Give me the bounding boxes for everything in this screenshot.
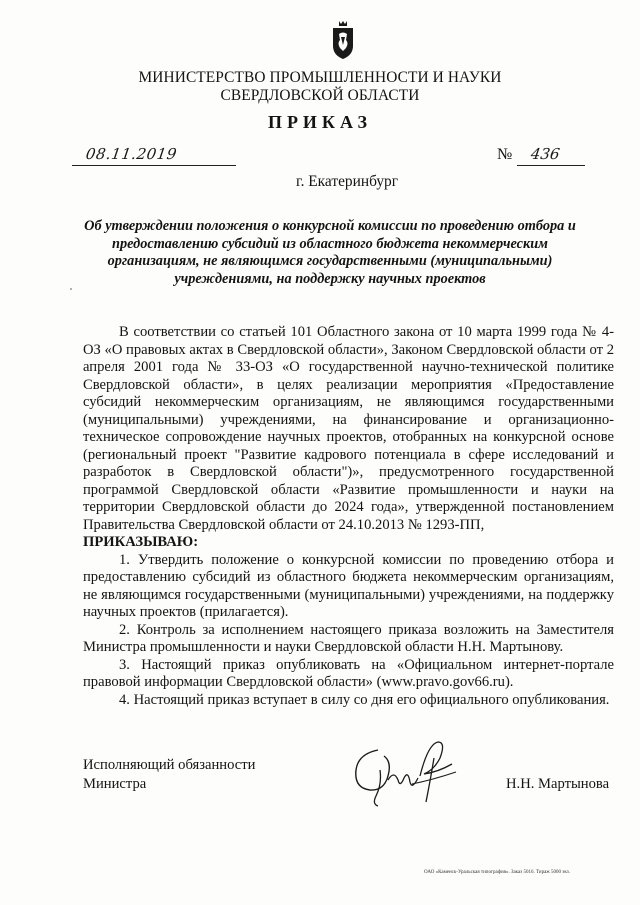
document-body xyxy=(83,324,614,709)
coat-of-arms-icon xyxy=(330,20,356,60)
order-item: 3. Настоящий приказ опубликовать на «Официальном интернет-портале правовой информации Свердловской области» (www.pravo.gov66.ru). xyxy=(83,656,614,690)
printer-imprint: ОАО «Каменск-Уральская типография». Заказ 5016. Тираж 5000 экз. xyxy=(424,870,570,875)
scan-speck xyxy=(70,288,72,290)
order-item: 4. Настоящий приказ вступает в силу со дня его официального опубликования. xyxy=(119,691,610,708)
city: г. Екатеринбург xyxy=(296,173,399,190)
handwritten-date: 08.11.2019 xyxy=(84,145,179,163)
ministry-name-line1: МИНИСТЕРСТВО ПРОМЫШЛЕННОСТИ И НАУКИ xyxy=(138,69,502,86)
signer-position-line1: Исполняющий обязанности xyxy=(83,757,256,773)
number-field xyxy=(517,146,585,166)
signer-name: Н.Н. Мартынова xyxy=(506,776,610,792)
number-sign: № xyxy=(497,146,513,163)
order-item: 2. Контроль за исполнением настоящего приказа возложить на Заместителя Министра промышленности и науки Свердловской области Н.Н. Мартынову. xyxy=(83,621,614,655)
document-type: ПРИКАЗ xyxy=(267,112,373,132)
date-field xyxy=(72,146,236,166)
order-item: 1. Утвердить положение о конкурсной комиссии по проведению отбора и предоставлению субсидий из областного бюджета некоммерческим организациям, не являющимся государственными (муниципальными) учреждениями, на поддержку научных проектов (прилагается). xyxy=(83,551,614,620)
signer-position xyxy=(83,756,255,794)
order-word: ПРИКАЗЫВАЮ: xyxy=(83,534,199,550)
document-title: Об утверждении положения о конкурсной комиссии по проведению отбора и предоставлению субсидий из областного бюджета некоммерческим организациям, не являющимся государственными (муниципальными) учреждениями, на поддержку научных проектов xyxy=(84,218,576,287)
signer-position-line2: Министра xyxy=(83,776,147,792)
handwritten-signature xyxy=(348,736,460,812)
ministry-name-line2: СВЕРДЛОВСКОЙ ОБЛАСТИ xyxy=(220,87,420,104)
preamble-paragraph: В соответствии со статьей 101 Областного закона от 10 марта 1999 года № 4-ОЗ «О правовых актах в Свердловской области», Законом Свердловской области от 2 апреля 2001 года № 33-ОЗ «О государственной научно-технической политике Свердловской области», в целях реализации мероприятия «Предоставление субсидий некоммерческим организациям, не являющимся государственными (муниципальными) учреждениями, на финансирование и организационно-техническое сопровождение научных проектов, отобранных на конкурсной основе (региональный проект "Развитие кадрового потенциала в сфере исследований и разработок в Свердловской области")», предусмотренного государственной программой Свердловской области «Развитие промышленности и науки на территории Свердловской области до 2024 года», утвержденной постановлением Правительства Свердловской области от 24.10.2013 № 1293-ПП, xyxy=(83,324,614,533)
handwritten-number: 436 xyxy=(529,145,561,163)
